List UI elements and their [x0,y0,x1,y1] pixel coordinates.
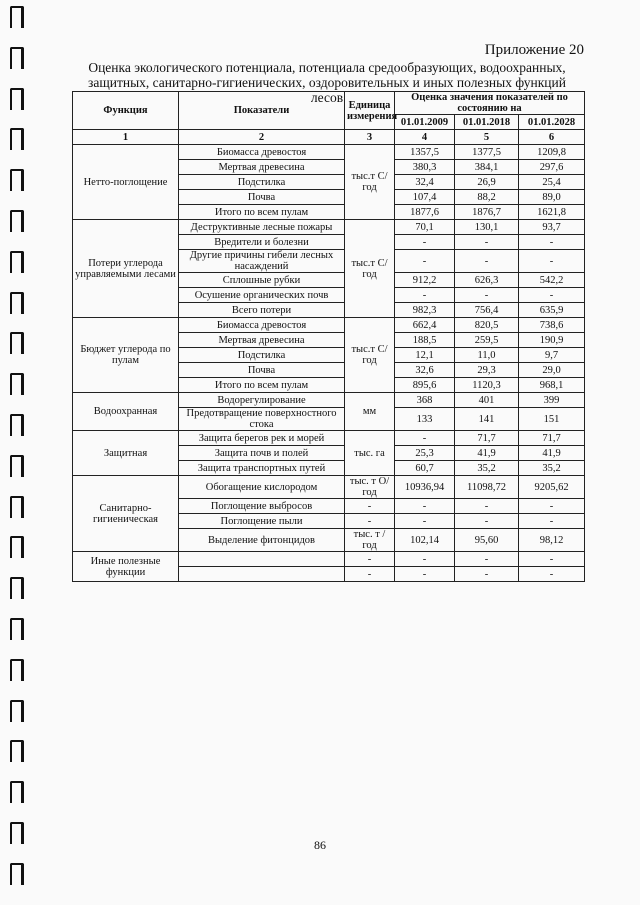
binder-ring [10,332,24,354]
value-cell: 95,60 [455,529,519,552]
binder-ring [10,47,24,69]
binder-ring [10,251,24,273]
value-cell: - [519,250,585,273]
value-cell: - [519,499,585,514]
indicator-cell: Биомасса древостоя [179,145,345,160]
value-cell: 60,7 [395,461,455,476]
value-cell: 12,1 [395,348,455,363]
table-row [73,393,585,408]
value-cell: 895,6 [395,378,455,393]
table-row [73,552,585,567]
value-cell: - [519,288,585,303]
value-cell: 384,1 [455,160,519,175]
value-cell: 107,4 [395,190,455,205]
value-cell: 35,2 [519,461,585,476]
value-cell: 29,3 [455,363,519,378]
value-cell: 738,6 [519,318,585,333]
indicator-cell: Защита почв и полей [179,446,345,461]
value-cell: - [395,552,455,567]
value-cell: 35,2 [455,461,519,476]
value-cell: 1209,8 [519,145,585,160]
binder-ring [10,781,24,803]
value-cell: 190,9 [519,333,585,348]
indicator-cell: Всего потери [179,303,345,318]
unit-cell: - [345,552,395,567]
value-cell: 25,4 [519,175,585,190]
binder-ring [10,414,24,436]
indicator-cell: Почва [179,190,345,205]
indicator-cell: Поглощение пыли [179,514,345,529]
value-cell: 32,4 [395,175,455,190]
value-cell: 71,7 [455,431,519,446]
value-cell: 401 [455,393,519,408]
value-cell: 41,9 [455,446,519,461]
value-cell: 89,0 [519,190,585,205]
value-cell: 912,2 [395,273,455,288]
unit-cell: тыс.т С/год [345,220,395,318]
binder-ring [10,740,24,762]
unit-cell: тыс.т С/год [345,318,395,393]
value-cell: 1877,6 [395,205,455,220]
value-cell: - [455,250,519,273]
unit-cell: тыс. га [345,431,395,476]
value-cell: 1621,8 [519,205,585,220]
value-cell: 297,6 [519,160,585,175]
page-number: 86 [314,838,326,852]
header-estimate: Оценка значения показателей по состоянию на [395,92,585,115]
value-cell: 756,4 [455,303,519,318]
value-cell: 141 [455,408,519,431]
value-cell: 9205,62 [519,476,585,499]
binder-rings [10,0,24,905]
value-cell: 130,1 [455,220,519,235]
indicator-cell: Подстилка [179,348,345,363]
binder-ring [10,496,24,518]
indicator-cell: Вредители и болезни [179,235,345,250]
indicator-cell: Обогащение кислородом [179,476,345,499]
value-cell: 133 [395,408,455,431]
value-cell: 1377,5 [455,145,519,160]
col-number: 1 [73,130,179,145]
binder-ring [10,455,24,477]
function-cell: Нетто-поглощение [73,145,179,220]
table-row [73,318,585,333]
value-cell: 26,9 [455,175,519,190]
value-cell: 399 [519,393,585,408]
binder-ring [10,618,24,640]
binder-ring [10,88,24,110]
function-cell: Санитарно-гигиеническая [73,476,179,552]
appendix-label: Приложение 20 [484,42,584,58]
binder-ring [10,169,24,191]
value-cell: 25,3 [395,446,455,461]
value-cell: 98,12 [519,529,585,552]
value-cell: - [519,552,585,567]
header-date-2009: 01.01.2009 [395,115,455,130]
col-number: 6 [519,130,585,145]
value-cell: 1357,5 [395,145,455,160]
indicator-cell: Другие причины гибели лесных насаждений [179,250,345,273]
col-number: 3 [345,130,395,145]
indicator-cell: Итого по всем пулам [179,205,345,220]
unit-cell: тыс.т С/год [345,145,395,220]
indicator-cell: Итого по всем пулам [179,378,345,393]
binder-ring [10,536,24,558]
value-cell: 1120,3 [455,378,519,393]
function-cell: Водоохранная [73,393,179,431]
value-cell: 10936,94 [395,476,455,499]
value-cell: - [395,235,455,250]
table-body [73,145,585,582]
value-cell: - [395,288,455,303]
indicator-cell: Почва [179,363,345,378]
value-cell: 259,5 [455,333,519,348]
binder-ring [10,210,24,232]
col-number: 5 [455,130,519,145]
indicator-cell: Деструктивные лесные пожары [179,220,345,235]
binder-ring [10,128,24,150]
value-cell: - [519,567,585,582]
header-unit: Единица измерения [345,92,395,130]
value-cell: - [395,431,455,446]
value-cell: - [455,514,519,529]
unit-cell: тыс. т /год [345,529,395,552]
value-cell: - [395,250,455,273]
value-cell: 9,7 [519,348,585,363]
value-cell: 93,7 [519,220,585,235]
header-indicators: Показатели [179,92,345,130]
indicator-cell: Мертвая древесина [179,160,345,175]
indicator-cell: Биомасса древостоя [179,318,345,333]
table-row [73,431,585,446]
title-line-1: Оценка экологического потенциала, потенциала средообразующих, водоохранных, [88,60,566,75]
indicator-cell: Сплошные рубки [179,273,345,288]
value-cell: 102,14 [395,529,455,552]
binder-ring [10,292,24,314]
unit-cell: тыс. т О/год [345,476,395,499]
unit-cell: - [345,499,395,514]
value-cell: - [455,499,519,514]
indicator-cell: Осушение органических почв [179,288,345,303]
indicator-cell: Выделение фитонцидов [179,529,345,552]
unit-cell: - [345,567,395,582]
value-cell: 820,5 [455,318,519,333]
function-cell: Защитная [73,431,179,476]
value-cell: 368 [395,393,455,408]
value-cell: 662,4 [395,318,455,333]
function-cell: Потери углерода управляемыми лесами [73,220,179,318]
binder-ring [10,577,24,599]
indicators-table [72,91,585,582]
value-cell: 32,6 [395,363,455,378]
unit-cell: мм [345,393,395,431]
indicator-cell: Мертвая древесина [179,333,345,348]
title-line-2: защитных, санитарно-гигиенических, оздоровительных и иных полезных функций лесов [88,75,566,105]
value-cell: 11098,72 [455,476,519,499]
binder-ring [10,373,24,395]
value-cell: 41,9 [519,446,585,461]
indicator-cell: Предотвращение поверхностного стока [179,408,345,431]
value-cell: - [519,235,585,250]
value-cell: - [395,499,455,514]
value-cell: - [519,514,585,529]
binder-ring [10,700,24,722]
value-cell: 71,7 [519,431,585,446]
value-cell: 968,1 [519,378,585,393]
binder-ring [10,659,24,681]
function-cell: Бюджет углерода по пулам [73,318,179,393]
unit-cell: - [345,514,395,529]
value-cell: 380,3 [395,160,455,175]
value-cell: 982,3 [395,303,455,318]
value-cell: 626,3 [455,273,519,288]
value-cell: 29,0 [519,363,585,378]
value-cell: 635,9 [519,303,585,318]
indicator-cell: Защита берегов рек и морей [179,431,345,446]
indicator-cell: Поглощение выбросов [179,499,345,514]
col-number: 2 [179,130,345,145]
value-cell: 1876,7 [455,205,519,220]
value-cell: - [395,514,455,529]
header-date-2018: 01.01.2018 [455,115,519,130]
header-function: Функция [73,92,179,130]
value-cell: 11,0 [455,348,519,363]
value-cell: - [455,552,519,567]
binder-ring [10,863,24,885]
value-cell: 542,2 [519,273,585,288]
indicator-cell [179,552,345,567]
value-cell: - [455,288,519,303]
table-row [73,145,585,160]
value-cell: 188,5 [395,333,455,348]
header-date-2028: 01.01.2028 [519,115,585,130]
indicator-cell: Подстилка [179,175,345,190]
table-row [73,220,585,235]
value-cell: 151 [519,408,585,431]
value-cell: - [395,567,455,582]
indicator-cell: Защита транспортных путей [179,461,345,476]
binder-ring [10,6,24,28]
value-cell: 88,2 [455,190,519,205]
table-row [73,476,585,499]
value-cell: - [455,567,519,582]
col-number: 4 [395,130,455,145]
indicator-cell: Водорегулирование [179,393,345,408]
indicator-cell [179,567,345,582]
value-cell: 70,1 [395,220,455,235]
function-cell: Иные полезные функции [73,552,179,582]
value-cell: - [455,235,519,250]
